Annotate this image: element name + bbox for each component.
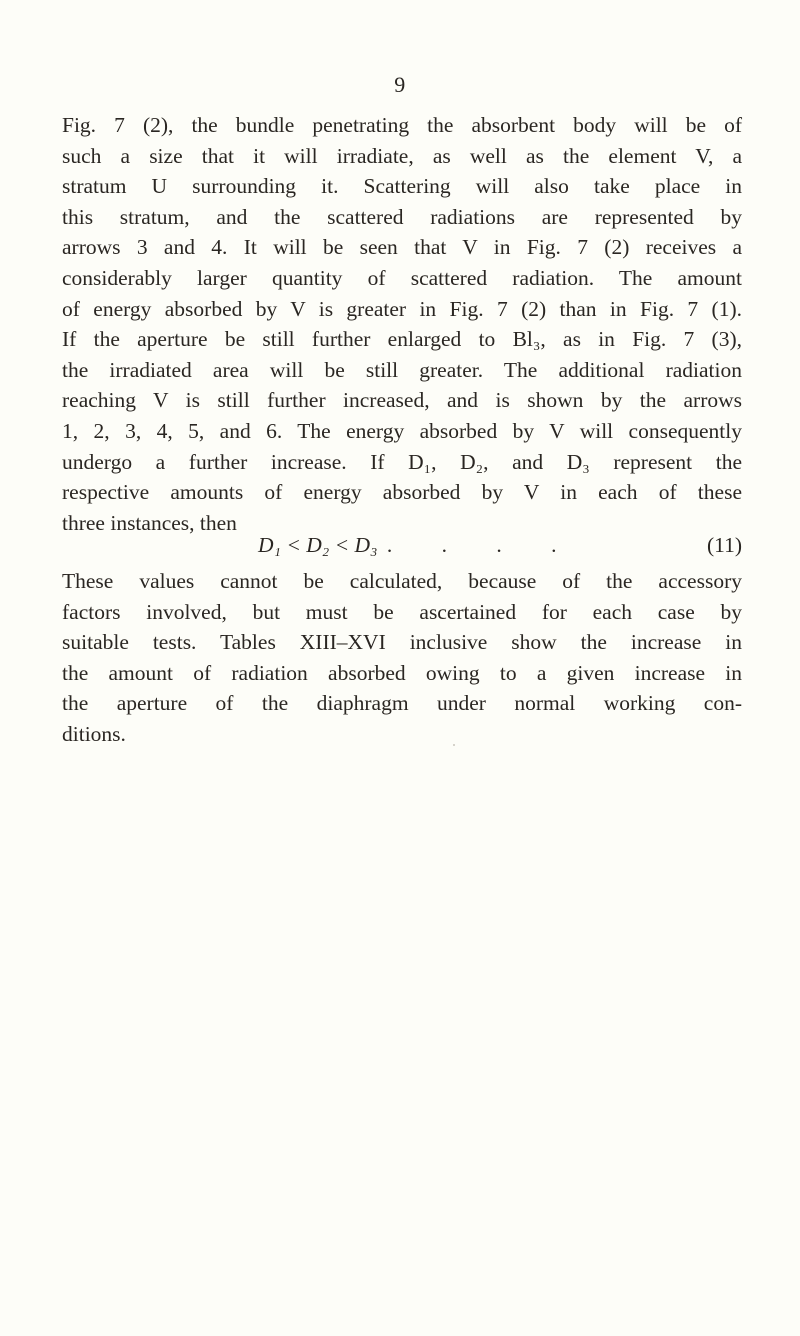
text-line: 1, 2, 3, 4, 5, and 6. The energy absorbed by V will consequently — [62, 418, 742, 443]
paper-speck — [453, 744, 455, 746]
text-line: three instances, then — [62, 510, 237, 535]
text-line: respective amounts of energy absorbed by V in each of these — [62, 480, 742, 505]
text-line: reaching V is still further increased, and is shown by the arrows — [62, 388, 742, 413]
equation-number: (11) — [706, 533, 742, 557]
text-line: the aperture of the diaphragm under normal working con- — [62, 691, 742, 716]
paragraph-1 — [62, 110, 742, 538]
text-line: ditions. — [62, 721, 126, 746]
text-line: the irradiated area will be still greater. The additional radiation — [62, 357, 742, 382]
equation-leader: . . . . — [386, 533, 579, 557]
equation-expression: D₁ < D₂ < D₃ — [258, 533, 378, 557]
text-line: factors involved, but must be ascertained for each case by — [62, 599, 742, 624]
text-line: the amount of radiation absorbed owing to a given increase in — [62, 660, 742, 685]
equation-11 — [258, 530, 742, 560]
text-line: If the aperture be still further enlarged to Bl₃, as in Fig. 7 (3), — [62, 327, 742, 352]
paragraph-2 — [62, 566, 742, 750]
text-line: stratum U surrounding it. Scattering will also take place in — [62, 174, 742, 199]
text-line: considerably larger quantity of scattered radiation. The amount — [62, 265, 742, 290]
page-number: 9 — [394, 72, 406, 97]
text-line: this stratum, and the scattered radiations are represented by — [62, 204, 742, 229]
text-line: arrows 3 and 4. It will be seen that V in Fig. 7 (2) receives a — [62, 235, 742, 260]
text-line: of energy absorbed by V is greater in Fig. 7 (2) than in Fig. 7 (1). — [62, 296, 742, 321]
text-line: Fig. 7 (2), the bundle penetrating the absorbent body will be of — [62, 113, 742, 137]
text-line: such a size that it will irradiate, as well as the element V, a — [62, 143, 742, 168]
text-line: These values cannot be calculated, because of the accessory — [62, 569, 742, 593]
text-line: suitable tests. Tables XIII–XVI inclusive show the increase in — [62, 630, 742, 655]
text-line: undergo a further increase. If D₁, D₂, and D₃ represent the — [62, 449, 742, 474]
